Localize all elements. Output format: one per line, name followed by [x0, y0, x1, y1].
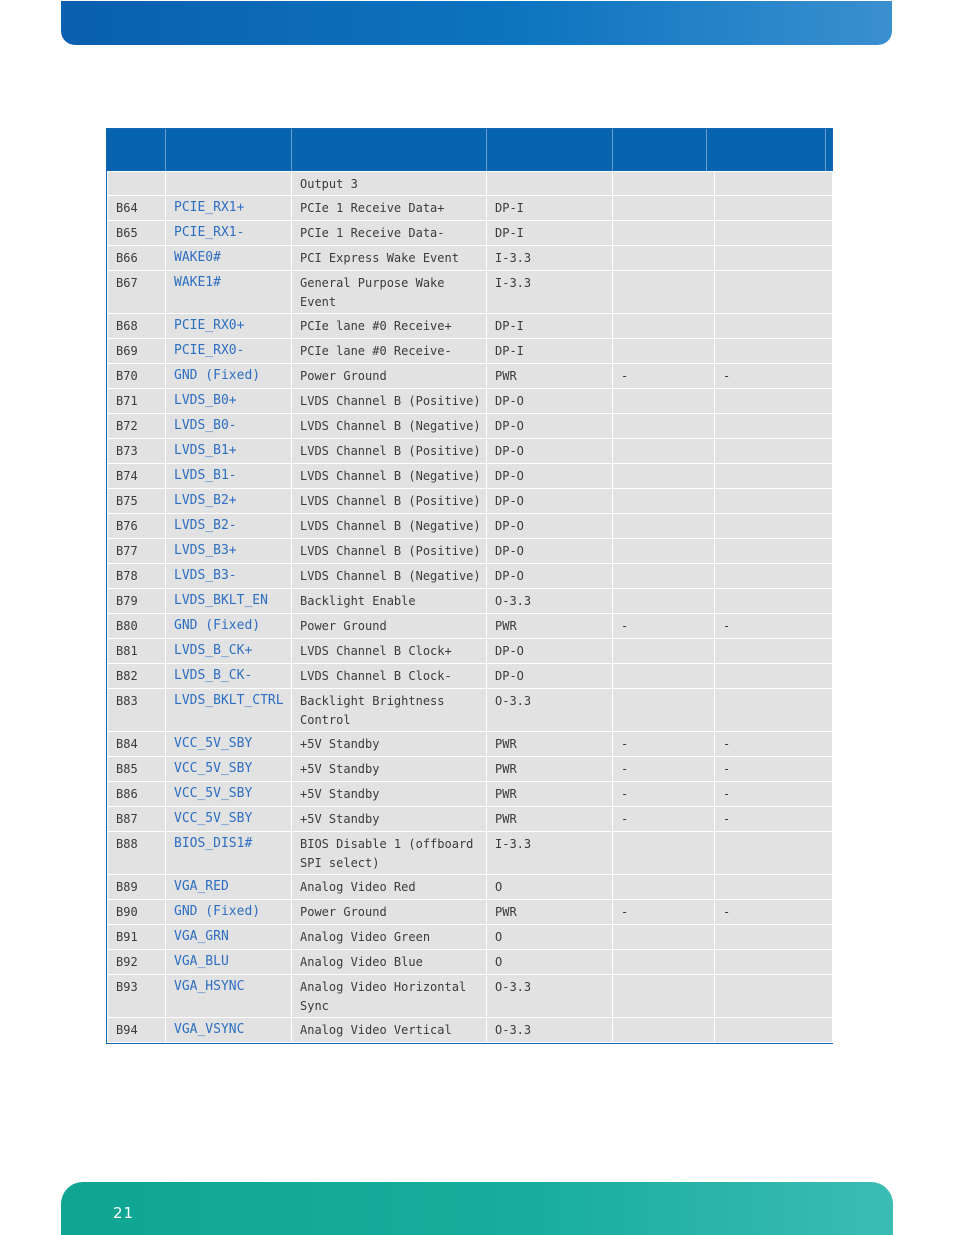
- type-cell: DP-O: [487, 489, 613, 514]
- table-row: [108, 664, 833, 689]
- pin-cell: B69: [108, 339, 166, 364]
- col6-cell: -: [715, 757, 833, 782]
- col5-cell: [613, 389, 715, 414]
- type-cell: O: [487, 950, 613, 975]
- type-cell: DP-O: [487, 464, 613, 489]
- table-row: [108, 221, 833, 246]
- pin-cell: B65: [108, 221, 166, 246]
- type-cell: DP-O: [487, 539, 613, 564]
- signal-cell: LVDS_B3-: [166, 564, 292, 589]
- signal-cell: LVDS_B_CK-: [166, 664, 292, 689]
- col5-cell: [613, 1018, 715, 1043]
- table-row: [108, 564, 833, 589]
- col6-cell: [715, 221, 833, 246]
- col5-cell: -: [613, 614, 715, 639]
- type-cell: DP-O: [487, 389, 613, 414]
- col6-cell: [715, 314, 833, 339]
- col5-cell: [613, 925, 715, 950]
- signal-cell: PCIE_RX1-: [166, 221, 292, 246]
- signal-cell: WAKE1#: [166, 271, 292, 314]
- col6-cell: [715, 564, 833, 589]
- description-cell: General Purpose Wake Event: [292, 271, 487, 314]
- col5-cell: [613, 414, 715, 439]
- table-row: [108, 514, 833, 539]
- table-row: [108, 732, 833, 757]
- description-cell: PCIe lane #0 Receive-: [292, 339, 487, 364]
- pin-cell: B93: [108, 975, 166, 1018]
- description-cell: Analog Video Vertical: [292, 1018, 487, 1043]
- type-cell: PWR: [487, 732, 613, 757]
- col6-cell: [715, 196, 833, 221]
- signal-cell: VGA_VSYNC: [166, 1018, 292, 1043]
- signal-cell: LVDS_B3+: [166, 539, 292, 564]
- pin-cell: B77: [108, 539, 166, 564]
- description-cell: Power Ground: [292, 364, 487, 389]
- col6-cell: -: [715, 364, 833, 389]
- col6-cell: [715, 925, 833, 950]
- pin-cell: B71: [108, 389, 166, 414]
- description-cell: Analog Video Green: [292, 925, 487, 950]
- col5-cell: [613, 221, 715, 246]
- description-cell: LVDS Channel B (Negative): [292, 414, 487, 439]
- type-cell: O-3.3: [487, 689, 613, 732]
- signal-cell: LVDS_B_CK+: [166, 639, 292, 664]
- pin-cell: B87: [108, 807, 166, 832]
- table-row: [108, 782, 833, 807]
- pin-cell: B88: [108, 832, 166, 875]
- description-cell: Analog Video Red: [292, 875, 487, 900]
- type-cell: PWR: [487, 364, 613, 389]
- type-cell: I-3.3: [487, 832, 613, 875]
- table-row: [108, 271, 833, 314]
- table-row: [108, 364, 833, 389]
- signal-cell: LVDS_BKLT_EN: [166, 589, 292, 614]
- pin-cell: B64: [108, 196, 166, 221]
- type-cell: I-3.3: [487, 271, 613, 314]
- top-banner: [61, 1, 892, 45]
- table-row: [108, 439, 833, 464]
- pinout-table: [106, 128, 833, 1044]
- col6-cell: [715, 1018, 833, 1043]
- col6-cell: -: [715, 732, 833, 757]
- description-cell: LVDS Channel B (Positive): [292, 439, 487, 464]
- type-cell: PWR: [487, 807, 613, 832]
- header-divider: [486, 129, 487, 171]
- table-row: [108, 832, 833, 875]
- description-cell: +5V Standby: [292, 807, 487, 832]
- col6-cell: [715, 875, 833, 900]
- pin-cell: B67: [108, 271, 166, 314]
- type-cell: PWR: [487, 900, 613, 925]
- table-row: [108, 639, 833, 664]
- col5-cell: [613, 339, 715, 364]
- pin-cell: B76: [108, 514, 166, 539]
- table-row: [108, 900, 833, 925]
- description-cell: LVDS Channel B Clock-: [292, 664, 487, 689]
- table-row: [108, 1018, 833, 1043]
- col5-cell: [613, 539, 715, 564]
- col5-cell: -: [613, 732, 715, 757]
- col6-cell: [715, 439, 833, 464]
- table-row: [108, 489, 833, 514]
- description-cell: LVDS Channel B (Negative): [292, 514, 487, 539]
- type-cell: O-3.3: [487, 975, 613, 1018]
- col6-cell: [715, 172, 833, 196]
- description-cell: Analog Video Blue: [292, 950, 487, 975]
- col5-cell: [613, 950, 715, 975]
- description-cell: +5V Standby: [292, 732, 487, 757]
- col6-cell: [715, 389, 833, 414]
- type-cell: DP-O: [487, 564, 613, 589]
- description-cell: LVDS Channel B (Positive): [292, 539, 487, 564]
- description-cell: LVDS Channel B (Negative): [292, 564, 487, 589]
- col5-cell: [613, 589, 715, 614]
- description-cell: BIOS Disable 1 (offboard SPI select): [292, 832, 487, 875]
- description-cell: LVDS Channel B Clock+: [292, 639, 487, 664]
- col5-cell: -: [613, 757, 715, 782]
- type-cell: [487, 172, 613, 196]
- col6-cell: [715, 689, 833, 732]
- table-row: [108, 246, 833, 271]
- header-divider: [291, 129, 292, 171]
- col5-cell: [613, 439, 715, 464]
- page-number: 21: [113, 1204, 135, 1222]
- col6-cell: [715, 339, 833, 364]
- col5-cell: -: [613, 364, 715, 389]
- pin-cell: B94: [108, 1018, 166, 1043]
- col5-cell: [613, 196, 715, 221]
- col5-cell: [613, 875, 715, 900]
- description-cell: PCIe 1 Receive Data-: [292, 221, 487, 246]
- pin-cell: B78: [108, 564, 166, 589]
- signal-cell: PCIE_RX1+: [166, 196, 292, 221]
- pin-cell: B68: [108, 314, 166, 339]
- table-row: [108, 689, 833, 732]
- col6-cell: -: [715, 807, 833, 832]
- table-row: [108, 614, 833, 639]
- pin-cell: B92: [108, 950, 166, 975]
- pin-cell: B72: [108, 414, 166, 439]
- col5-cell: [613, 246, 715, 271]
- header-divider: [612, 129, 613, 171]
- col6-cell: [715, 975, 833, 1018]
- description-cell: Analog Video Horizontal Sync: [292, 975, 487, 1018]
- signal-cell: [166, 172, 292, 196]
- signal-cell: VCC_5V_SBY: [166, 782, 292, 807]
- bottom-banner: [61, 1182, 893, 1235]
- col5-cell: [613, 832, 715, 875]
- pin-cell: B70: [108, 364, 166, 389]
- col6-cell: [715, 414, 833, 439]
- type-cell: DP-O: [487, 414, 613, 439]
- description-cell: LVDS Channel B (Positive): [292, 489, 487, 514]
- table-row: [108, 389, 833, 414]
- col5-cell: [613, 271, 715, 314]
- description-cell: LVDS Channel B (Positive): [292, 389, 487, 414]
- table-row: [108, 975, 833, 1018]
- type-cell: I-3.3: [487, 246, 613, 271]
- table-row: [108, 589, 833, 614]
- signal-cell: LVDS_B1+: [166, 439, 292, 464]
- signal-cell: LVDS_B0-: [166, 414, 292, 439]
- description-cell: +5V Standby: [292, 782, 487, 807]
- header-divider: [706, 129, 707, 171]
- header-divider: [825, 129, 826, 171]
- type-cell: DP-I: [487, 339, 613, 364]
- table-row: [108, 339, 833, 364]
- col6-cell: [715, 246, 833, 271]
- col5-cell: [613, 639, 715, 664]
- col5-cell: -: [613, 807, 715, 832]
- pin-cell: B86: [108, 782, 166, 807]
- description-cell: +5V Standby: [292, 757, 487, 782]
- col5-cell: [613, 172, 715, 196]
- col5-cell: [613, 314, 715, 339]
- col5-cell: -: [613, 900, 715, 925]
- col6-cell: [715, 464, 833, 489]
- table-row: [108, 925, 833, 950]
- description-cell: Output 3: [292, 172, 487, 196]
- col6-cell: -: [715, 614, 833, 639]
- signal-cell: LVDS_B2-: [166, 514, 292, 539]
- col6-cell: [715, 589, 833, 614]
- type-cell: O: [487, 875, 613, 900]
- description-cell: Power Ground: [292, 900, 487, 925]
- signal-cell: WAKE0#: [166, 246, 292, 271]
- pin-cell: B79: [108, 589, 166, 614]
- signal-cell: VCC_5V_SBY: [166, 757, 292, 782]
- signal-cell: LVDS_B2+: [166, 489, 292, 514]
- pin-cell: B89: [108, 875, 166, 900]
- table-row: [108, 757, 833, 782]
- table-body: [108, 172, 833, 1043]
- col5-cell: [613, 664, 715, 689]
- pin-cell: B74: [108, 464, 166, 489]
- signal-cell: VGA_GRN: [166, 925, 292, 950]
- type-cell: DP-O: [487, 514, 613, 539]
- table-row: [108, 950, 833, 975]
- col6-cell: [715, 539, 833, 564]
- description-cell: Backlight Enable: [292, 589, 487, 614]
- header-divider: [165, 129, 166, 171]
- signal-cell: VCC_5V_SBY: [166, 732, 292, 757]
- signal-cell: LVDS_B0+: [166, 389, 292, 414]
- description-cell: Backlight Brightness Control: [292, 689, 487, 732]
- pin-cell: B85: [108, 757, 166, 782]
- table-row: [108, 539, 833, 564]
- col6-cell: -: [715, 782, 833, 807]
- pin-cell: B91: [108, 925, 166, 950]
- type-cell: DP-O: [487, 439, 613, 464]
- type-cell: O-3.3: [487, 1018, 613, 1043]
- table-row: [108, 464, 833, 489]
- signal-cell: GND (Fixed): [166, 614, 292, 639]
- col6-cell: [715, 832, 833, 875]
- col5-cell: [613, 514, 715, 539]
- table-row: [108, 875, 833, 900]
- description-cell: PCI Express Wake Event: [292, 246, 487, 271]
- table-header: [107, 129, 832, 171]
- type-cell: DP-I: [487, 221, 613, 246]
- pin-cell: B66: [108, 246, 166, 271]
- table-row: [108, 196, 833, 221]
- signal-cell: GND (Fixed): [166, 364, 292, 389]
- description-cell: LVDS Channel B (Negative): [292, 464, 487, 489]
- description-cell: Power Ground: [292, 614, 487, 639]
- pin-cell: B84: [108, 732, 166, 757]
- signal-cell: LVDS_BKLT_CTRL: [166, 689, 292, 732]
- col6-cell: [715, 271, 833, 314]
- col6-cell: [715, 950, 833, 975]
- signal-cell: VGA_RED: [166, 875, 292, 900]
- pin-cell: [108, 172, 166, 196]
- signal-cell: GND (Fixed): [166, 900, 292, 925]
- pin-cell: B81: [108, 639, 166, 664]
- type-cell: PWR: [487, 757, 613, 782]
- col5-cell: [613, 464, 715, 489]
- type-cell: DP-I: [487, 314, 613, 339]
- type-cell: PWR: [487, 782, 613, 807]
- signal-cell: PCIE_RX0-: [166, 339, 292, 364]
- pin-cell: B82: [108, 664, 166, 689]
- table-row: [108, 172, 833, 196]
- pin-cell: B83: [108, 689, 166, 732]
- signal-cell: PCIE_RX0+: [166, 314, 292, 339]
- col5-cell: [613, 489, 715, 514]
- pin-cell: B75: [108, 489, 166, 514]
- table-row: [108, 314, 833, 339]
- type-cell: DP-O: [487, 639, 613, 664]
- type-cell: PWR: [487, 614, 613, 639]
- type-cell: O-3.3: [487, 589, 613, 614]
- pin-cell: B80: [108, 614, 166, 639]
- description-cell: PCIe lane #0 Receive+: [292, 314, 487, 339]
- type-cell: DP-O: [487, 664, 613, 689]
- col6-cell: -: [715, 900, 833, 925]
- col5-cell: [613, 564, 715, 589]
- signal-cell: VGA_HSYNC: [166, 975, 292, 1018]
- col5-cell: [613, 689, 715, 732]
- col6-cell: [715, 514, 833, 539]
- table-row: [108, 414, 833, 439]
- signal-cell: LVDS_B1-: [166, 464, 292, 489]
- col6-cell: [715, 664, 833, 689]
- signal-cell: BIOS_DIS1#: [166, 832, 292, 875]
- col5-cell: -: [613, 782, 715, 807]
- description-cell: PCIe 1 Receive Data+: [292, 196, 487, 221]
- signal-cell: VGA_BLU: [166, 950, 292, 975]
- pin-cell: B73: [108, 439, 166, 464]
- pinout-table-body: [107, 171, 833, 1043]
- type-cell: DP-I: [487, 196, 613, 221]
- col6-cell: [715, 489, 833, 514]
- table-row: [108, 807, 833, 832]
- pin-cell: B90: [108, 900, 166, 925]
- signal-cell: VCC_5V_SBY: [166, 807, 292, 832]
- col6-cell: [715, 639, 833, 664]
- col5-cell: [613, 975, 715, 1018]
- type-cell: O: [487, 925, 613, 950]
